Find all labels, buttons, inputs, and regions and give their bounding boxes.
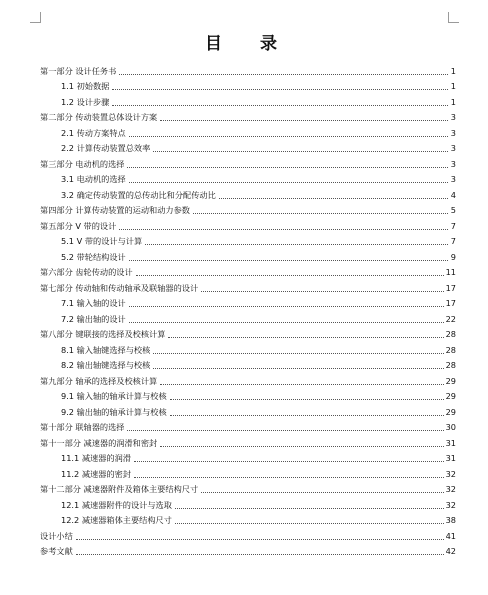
toc-entry[interactable] <box>40 495 456 511</box>
toc-entry-label: 第一部分 设计任务书 <box>40 65 117 76</box>
toc-entry-page-number: 28 <box>445 344 456 355</box>
toc-entry[interactable] <box>40 340 456 356</box>
toc-entry[interactable] <box>40 309 456 325</box>
toc-entry-label: 5.2 带轮结构设计 <box>61 251 126 262</box>
toc-entry-label: 2.1 传动方案特点 <box>61 127 126 138</box>
toc-entry-label: 2.2 计算传动装置总效率 <box>61 143 151 153</box>
toc-entry-page-number: 38 <box>445 515 456 525</box>
toc-entry[interactable] <box>40 232 456 248</box>
toc-dot-leader <box>153 367 443 369</box>
toc-entry[interactable] <box>40 278 456 294</box>
toc-entry[interactable] <box>40 92 456 108</box>
toc-dot-leader <box>219 197 448 199</box>
toc-entry[interactable] <box>40 263 456 279</box>
toc-entry-label: 第八部分 键联接的选择及校核计算 <box>40 329 166 339</box>
toc-entry-label: 第五部分 V 带的设计 <box>40 220 117 231</box>
toc-dot-leader <box>134 476 444 478</box>
toc-dot-leader <box>119 228 448 230</box>
toc-entry-page-number: 9 <box>450 251 456 262</box>
toc-entry-label: 第六部分 齿轮传动的设计 <box>40 267 133 277</box>
toc-entry-label: 第十部分 联轴器的选择 <box>40 422 125 432</box>
toc-entry-page-number: 41 <box>445 530 456 541</box>
toc-entry-label: 第十一部分 减速器的润滑和密封 <box>40 437 158 448</box>
page-corner-mark-top-right <box>448 12 459 23</box>
toc-entry-page-number: 3 <box>450 143 456 153</box>
toc-dot-leader <box>76 553 444 555</box>
toc-entry[interactable] <box>40 542 456 558</box>
toc-dot-leader <box>170 398 444 400</box>
toc-entry[interactable] <box>40 61 456 77</box>
toc-dot-leader <box>129 135 448 137</box>
toc-dot-leader <box>153 150 448 152</box>
toc-entry[interactable] <box>40 139 456 155</box>
toc-entry-page-number: 3 <box>450 112 456 122</box>
toc-entry-label: 第四部分 计算传动装置的运动和动力参数 <box>40 205 190 215</box>
toc-entry[interactable] <box>40 526 456 542</box>
toc-entry-label: 1.1 初始数据 <box>61 81 110 91</box>
page-corner-mark-top-left <box>30 12 41 23</box>
toc-dot-leader <box>127 166 448 168</box>
toc-entry-label: 12.2 减速器箱体主要结构尺寸 <box>61 515 172 525</box>
toc-entry-label: 11.1 减速器的润滑 <box>61 453 131 463</box>
toc-dot-leader <box>145 243 448 245</box>
toc-entry-label: 11.2 减速器的密封 <box>61 468 131 479</box>
toc-entry-page-number: 3 <box>450 158 456 169</box>
toc-dot-leader <box>193 212 448 214</box>
toc-dot-leader <box>129 181 448 183</box>
toc-entry[interactable] <box>40 387 456 403</box>
toc-entry-page-number: 28 <box>445 329 456 339</box>
toc-entry-page-number: 29 <box>445 391 456 401</box>
toc-entry-page-number: 11 <box>445 267 456 277</box>
toc-entry-label: 7.2 输出轴的设计 <box>61 313 126 324</box>
toc-entry-label: 3.1 电动机的选择 <box>61 174 126 184</box>
toc-entry-label: 8.1 输入轴键选择与校核 <box>61 344 151 355</box>
toc-entry-label: 12.1 减速器附件的设计与选取 <box>61 499 172 510</box>
toc-entry-page-number: 32 <box>445 484 456 494</box>
toc-entry[interactable] <box>40 108 456 124</box>
toc-entry[interactable] <box>40 449 456 465</box>
toc-entry[interactable] <box>40 247 456 263</box>
toc-entry[interactable] <box>40 464 456 480</box>
table-of-contents <box>40 61 456 557</box>
toc-entry-page-number: 22 <box>445 313 456 324</box>
toc-dot-leader <box>112 88 448 90</box>
toc-entry-page-number: 29 <box>445 375 456 386</box>
toc-dot-leader <box>119 73 448 75</box>
toc-entry[interactable] <box>40 511 456 527</box>
toc-entry[interactable] <box>40 201 456 217</box>
toc-entry[interactable] <box>40 123 456 139</box>
toc-dot-leader <box>129 305 444 307</box>
toc-dot-leader <box>76 538 444 540</box>
toc-entry-label: 设计小结 <box>40 530 73 541</box>
toc-dot-leader <box>129 259 448 261</box>
toc-entry-page-number: 1 <box>450 81 456 91</box>
toc-entry-page-number: 28 <box>445 360 456 370</box>
toc-entry-page-number: 7 <box>450 220 456 231</box>
toc-entry-label: 1.2 设计步骤 <box>61 96 110 107</box>
toc-entry[interactable] <box>40 170 456 186</box>
toc-entry-page-number: 29 <box>445 406 456 417</box>
toc-dot-leader <box>160 119 448 121</box>
toc-entry-label: 第九部分 轴承的选择及校核计算 <box>40 375 158 386</box>
toc-entry-page-number: 3 <box>450 127 456 138</box>
toc-entry-label: 参考文献 <box>40 546 73 556</box>
toc-entry[interactable] <box>40 356 456 372</box>
toc-entry-page-number: 31 <box>445 437 456 448</box>
toc-entry-page-number: 17 <box>445 298 456 308</box>
toc-entry[interactable] <box>40 185 456 201</box>
toc-dot-leader <box>112 104 448 106</box>
toc-entry[interactable] <box>40 154 456 170</box>
toc-entry-page-number: 32 <box>445 468 456 479</box>
toc-entry-page-number: 4 <box>450 189 456 200</box>
toc-dot-leader <box>175 522 444 524</box>
toc-entry[interactable] <box>40 371 456 387</box>
toc-entry-label: 第二部分 传动装置总体设计方案 <box>40 112 158 122</box>
toc-entry-label: 第七部分 传动轴和传动轴承及联轴器的设计 <box>40 282 199 293</box>
toc-entry-page-number: 17 <box>445 282 456 293</box>
toc-dot-leader <box>153 352 443 354</box>
toc-entry[interactable] <box>40 418 456 434</box>
toc-dot-leader <box>201 290 443 292</box>
toc-entry[interactable] <box>40 402 456 418</box>
toc-entry-label: 第三部分 电动机的选择 <box>40 158 125 169</box>
toc-entry[interactable] <box>40 433 456 449</box>
toc-entry-page-number: 3 <box>450 174 456 184</box>
toc-entry-page-number: 32 <box>445 499 456 510</box>
toc-entry-label: 第十二部分 减速器附件及箱体主要结构尺寸 <box>40 484 199 494</box>
toc-entry-page-number: 5 <box>450 205 456 215</box>
toc-dot-leader <box>160 383 443 385</box>
toc-dot-leader <box>175 507 444 509</box>
toc-entry[interactable] <box>40 294 456 310</box>
toc-dot-leader <box>201 491 443 493</box>
toc-entry-label: 7.1 输入轴的设计 <box>61 298 126 308</box>
toc-entry-page-number: 7 <box>450 236 456 246</box>
toc-dot-leader <box>170 414 444 416</box>
toc-entry-page-number: 1 <box>450 96 456 107</box>
toc-dot-leader <box>129 321 444 323</box>
toc-dot-leader <box>127 429 443 431</box>
toc-entry[interactable] <box>40 480 456 496</box>
toc-title: 目 录 <box>205 34 293 54</box>
toc-entry-label: 9.1 输入轴的轴承计算与校核 <box>61 391 167 401</box>
toc-entry-page-number: 31 <box>445 453 456 463</box>
toc-entry-label: 3.2 确定传动装置的总传动比和分配传动比 <box>61 189 216 200</box>
toc-entry-label: 9.2 输出轴的轴承计算与校核 <box>61 406 167 417</box>
toc-dot-leader <box>160 445 443 447</box>
toc-entry-page-number: 30 <box>445 422 456 432</box>
toc-dot-leader <box>136 274 444 276</box>
toc-entry[interactable] <box>40 216 456 232</box>
toc-entry-label: 5.1 V 带的设计与计算 <box>61 236 143 246</box>
toc-entry[interactable] <box>40 325 456 341</box>
toc-entry[interactable] <box>40 77 456 93</box>
toc-entry-page-number: 1 <box>450 65 456 76</box>
toc-dot-leader <box>168 336 443 338</box>
toc-entry-page-number: 42 <box>445 546 456 556</box>
toc-dot-leader <box>134 460 444 462</box>
toc-entry-label: 8.2 输出轴键选择与校核 <box>61 360 151 370</box>
